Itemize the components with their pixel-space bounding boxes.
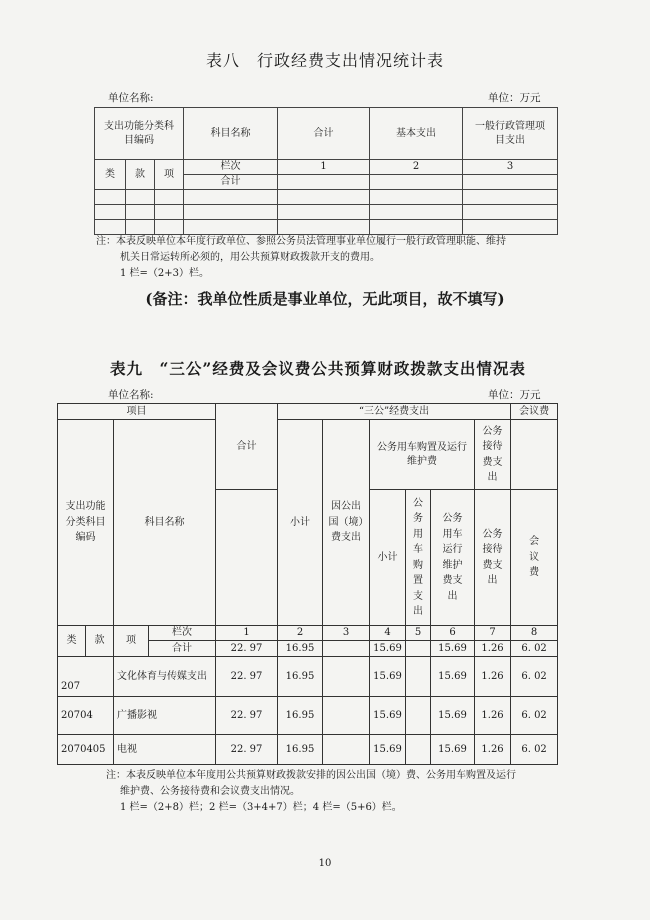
table8 [94,107,558,235]
t9-row0-c7: 1.26 [475,641,511,657]
t9-row0-c3 [323,641,370,657]
table-row [58,657,558,697]
t9-col-5: 5 [406,626,431,641]
t9-row1-c3 [323,657,370,697]
t8-cell [126,190,155,205]
t8-header-general: 一般行政管理项目支出 [463,108,558,160]
remark: (备注：我单位性质是事业单位，无此项目，故不填写) [145,290,505,308]
t9-row1-c6: 15.69 [431,657,475,697]
t8-cell [95,190,126,205]
t9-header-car-run: 公务用车运行维护费支出 [431,490,475,626]
t9-row2-name: 广播影视 [114,697,216,735]
t9-row3-name: 电视 [114,735,216,765]
t9-row0-c6: 15.69 [431,641,475,657]
table-row-name: 合计 [149,641,216,657]
t9-row2-c1: 22. 97 [216,697,278,735]
t9-header-jiedai-2: 公务接待费支出 [475,490,511,626]
t9-row0-c8: 6. 02 [511,641,558,657]
t9-row1-c4: 15.69 [370,657,406,697]
table-row [58,697,558,735]
t9-row2-c7: 1.26 [475,697,511,735]
t9-header-huiyi: 会议费 [511,404,558,420]
t9-col-2: 2 [278,626,323,641]
t9-row0-c4: 15.69 [370,641,406,657]
t9-col-7: 7 [475,626,511,641]
t9-row2-c3 [323,697,370,735]
t9-row0-c1: 22. 97 [216,641,278,657]
t8-cell [370,205,463,220]
t9-row1-c7: 1.26 [475,657,511,697]
t9-col-3: 3 [323,626,370,641]
t8-cell [184,205,278,220]
t9-col-6: 6 [431,626,475,641]
t9-header-car-subtotal: 小计 [370,490,406,626]
table9-note-2: 维护费、公务接待费和会议费支出情况。 [120,786,300,797]
t8-xiang: 项 [155,160,184,190]
t8-cell [278,220,370,235]
page-number: 10 [318,858,332,869]
table9-unit-name-label: 单位名称: [108,389,154,401]
t9-header-subtotal: 小计 [278,420,323,626]
t8-lei: 类 [95,160,126,190]
t9-row1-c8: 6. 02 [511,657,558,697]
t9-row2-c5 [406,697,431,735]
t9-row3-c6: 15.69 [431,735,475,765]
table8-title: 表八 行政经费支出情况统计表 [205,51,444,70]
t8-header-total: 合计 [278,108,370,160]
t9-header-sangong: “三公”经费支出 [278,404,511,420]
t8-header-basic: 基本支出 [370,108,463,160]
t9-row3-c4: 15.69 [370,735,406,765]
t9-row2-c6: 15.69 [431,697,475,735]
t9-row3-code: 2070405 [58,735,114,765]
t9-row1-code: 207 [58,657,114,697]
table9-note-1: 注：本表反映单位本年度用公共预算财政拨款安排的因公出国（境）费、公务用车购置及运行 [106,770,516,781]
t9-header-car: 公务用车购置及运行维护费 [370,420,475,490]
t9-row1-name: 文化体育与传媒支出 [114,657,216,697]
t8-cell [155,205,184,220]
t8-header-code: 支出功能分类科目编码 [95,108,184,160]
t9-header-car-buy: 公务用车购置支出 [406,490,431,626]
t9-row3-c1: 22. 97 [216,735,278,765]
t8-col-1: 1 [278,160,370,175]
t9-header-total-cont [216,490,278,626]
t9-header-chuguo: 因公出国（境）费支出 [323,420,370,626]
t8-cell [126,205,155,220]
t8-cell [155,190,184,205]
t9-header-name: 科目名称 [114,420,216,626]
t8-cell [463,190,558,205]
t9-header-jiedai: 公务接待费支出 [475,420,511,490]
t9-col-4: 4 [370,626,406,641]
t9-xiang: 项 [114,626,149,657]
t8-cell [278,205,370,220]
t9-row2-c2: 16.95 [278,697,323,735]
t8-cell [184,220,278,235]
table8-note-3: 1 栏=（2+3）栏。 [120,268,210,279]
table9-title: 表九 “三公”经费及会议费公共预算财政拨款支出情况表 [110,359,526,378]
t9-row3-c2: 16.95 [278,735,323,765]
t9-row3-c7: 1.26 [475,735,511,765]
t8-cell [184,190,278,205]
t9-lei: 类 [58,626,86,657]
t9-row2-c4: 15.69 [370,697,406,735]
table9 [57,403,558,765]
t9-header-blank [511,420,558,490]
t9-header-huiyi-2: 会议费 [511,490,558,626]
t8-col-3: 3 [463,160,558,175]
t9-row0-c2: 16.95 [278,641,323,657]
t8-cell [370,190,463,205]
t9-row2-code: 20704 [58,697,114,735]
table8-unit-name-label: 单位名称: [108,92,154,104]
t9-header-total: 合计 [216,404,278,490]
t8-cell [95,220,126,235]
t8-cell [278,190,370,205]
t8-col-2: 2 [370,160,463,175]
t9-row2-c8: 6. 02 [511,697,558,735]
t8-cell [463,175,558,190]
table9-note-3: 1 栏=（2+8）栏；2 栏=（3+4+7）栏；4 栏=（5+6）栏。 [120,802,402,813]
t9-col-1: 1 [216,626,278,641]
table9-unit-label: 单位：万元 [488,389,541,401]
t9-header-project: 项目 [58,404,216,420]
table8-note-1: 注：本表反映单位本年度行政单位、参照公务员法管理事业单位履行一般行政管理职能、维持 [96,236,506,247]
t8-cell [278,175,370,190]
t8-cell [95,205,126,220]
t8-header-name: 科目名称 [184,108,278,160]
t9-row1-c5 [406,657,431,697]
t9-kuan: 款 [86,626,114,657]
t9-col-8: 8 [511,626,558,641]
t9-row3-c5 [406,735,431,765]
t8-cell [370,175,463,190]
t9-row0-c5 [406,641,431,657]
t8-cell [370,220,463,235]
t8-cell [126,220,155,235]
t8-kuan: 款 [126,160,155,190]
table8-unit-label: 单位：万元 [488,92,541,104]
t9-row3-c8: 6. 02 [511,735,558,765]
t8-cell [463,205,558,220]
t8-cell [463,220,558,235]
t9-row1-c2: 16.95 [278,657,323,697]
t9-lanci: 栏次 [149,626,216,641]
t9-row3-c3 [323,735,370,765]
t9-row1-c1: 22. 97 [216,657,278,697]
t9-header-code: 支出功能分类科目编码 [58,420,114,626]
table8-note-2: 机关日常运转所必须的，用公共预算财政拨款开支的费用。 [120,252,380,263]
t8-heji: 合计 [184,175,278,190]
t8-cell [155,220,184,235]
t8-lanci: 栏次 [184,160,278,175]
table-row [58,735,558,765]
